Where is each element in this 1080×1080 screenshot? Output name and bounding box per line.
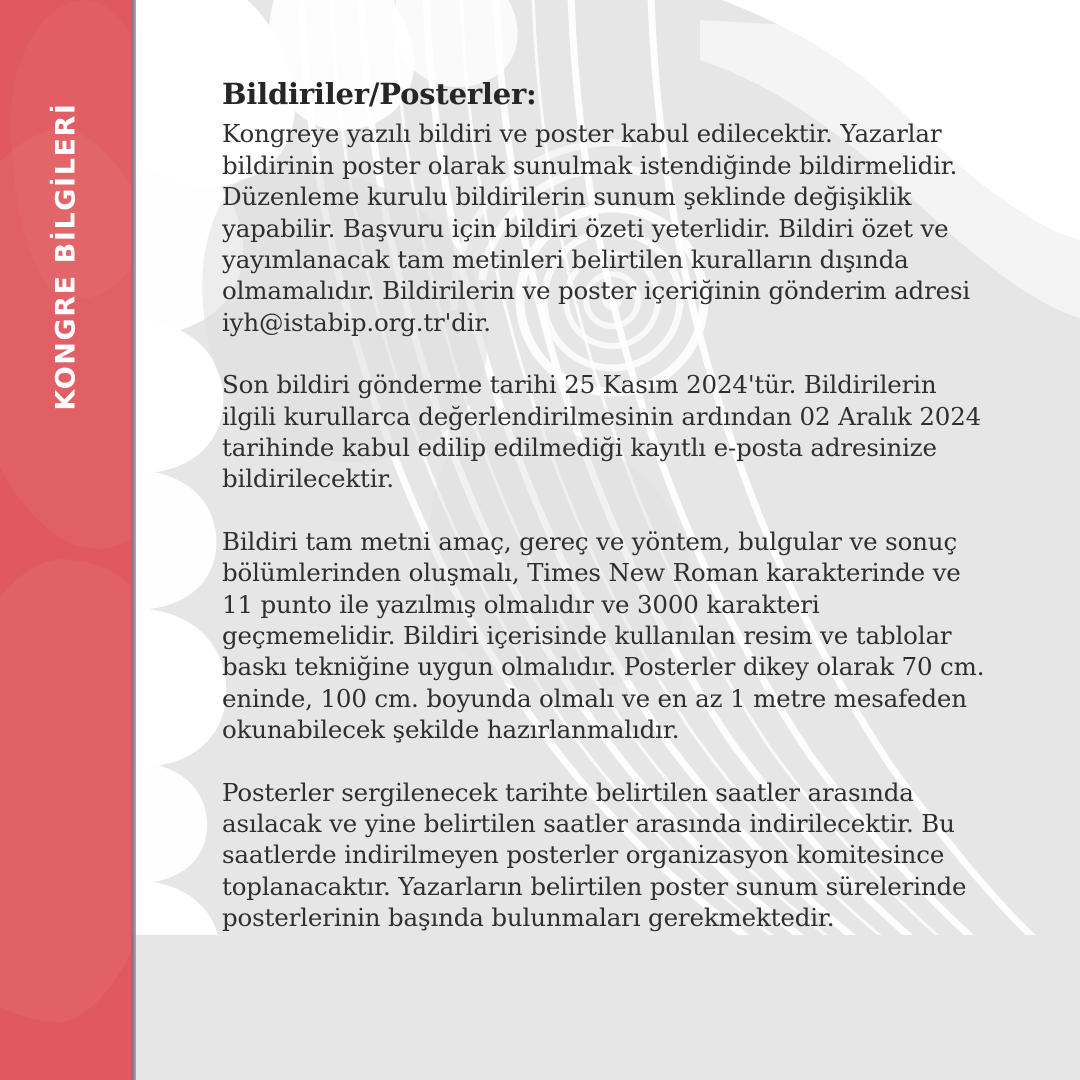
paragraph-poster-display: Posterler sergilenecek tarihte belirtilen saatler arasında asılacak ve yine belirtilen saatler arasında indirilecektir. Bu saatlerde indirilmeyen posterler organizasyon komitesince toplanacaktır. Yazarların belirtilen poster sunum sürelerinde posterlerinin başında bulunmaları gerekmektedir. <box>222 777 967 933</box>
sidebar-vertical-label: KONGRE BİLGİLERİ <box>50 102 81 411</box>
paragraph-submission-rules: Kongreye yazılı bildiri ve poster kabul edilecektir. Yazarlar bildirinin poster olarak sunulmak istendiğinde bildirmelidir. Düzenleme kurulu bildirilerin sunum şeklinde değişiklik yapabilir. Başvuru için bildiri özeti yeterlidir. Bildiri özet ve yayımlanacak tam metinleri belirtilen kuralların dışında olmamalıdır. Bildirilerin ve poster içeriğinin gönderim adresi iyh@istabip.org.tr'dir. <box>222 119 971 337</box>
sidebar-texture-shape-b <box>0 545 131 1035</box>
paragraph-formatting: Bildiri tam metni amaç, gereç ve yöntem, bulgular ve sonuç bölümlerinden oluşmalı, Times New Roman karakterinde ve 11 punto ile yazılmış olmalıdır ve 3000 karakteri geçmemelidir. Bildiri içerisinde kullanılan resim ve tablolar baskı tekniğine uygun olmalıdır. Posterler dikey olarak 70 cm. eninde, 100 cm. boyunda olmalı ve en az 1 metre mesafeden okunabilecek şekilde hazırlanmalıdır. <box>222 526 985 745</box>
sidebar-edge-divider <box>131 0 136 1080</box>
paragraph-deadlines: Son bildiri gönderme tarihi 25 Kasım 2024'tür. Bildirilerin ilgili kurullarca değerlendirilmesinin ardından 02 Aralık 2024 tarihinde kabul edilip edilmediği kayıtlı e-posta adresinize bildirilecektir. <box>222 370 982 494</box>
content-body <box>222 78 997 934</box>
section-heading: Bildiriler/Posterler: <box>222 77 537 111</box>
sidebar-kongre-bilgileri <box>0 0 131 1080</box>
